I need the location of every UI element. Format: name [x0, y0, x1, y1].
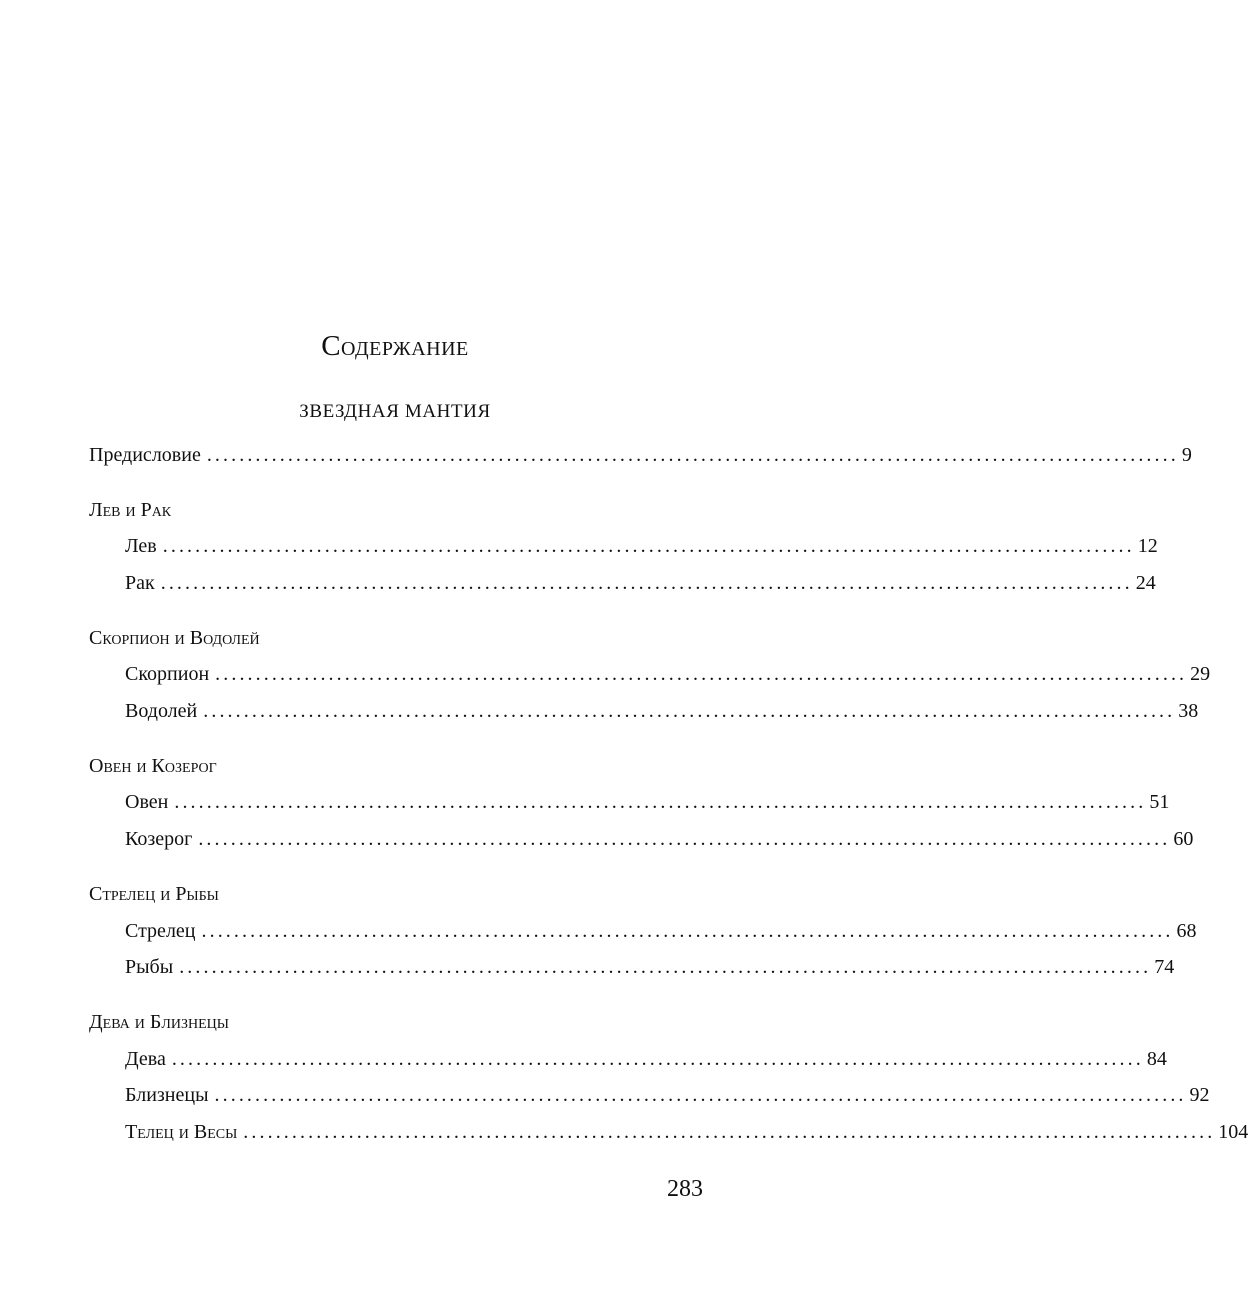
leader-dots: ........................................................................................................................ — [215, 663, 1188, 685]
toc-entry-label: Дева — [125, 1048, 166, 1070]
toc-entry — [125, 827, 1194, 851]
group-heading: Дева и Близнецы — [89, 1011, 229, 1033]
toc-entry-label: Рыбы — [125, 956, 174, 978]
leader-dots: ........................................................................................................................ — [198, 828, 1171, 850]
toc-entry-label: Козерог — [125, 828, 193, 850]
toc-entry-page: 24 — [1135, 572, 1156, 594]
leader-dots: ........................................................................................................................ — [214, 1084, 1187, 1106]
toc-entry-label: Скорпион — [125, 663, 210, 685]
group-heading: Лев и Рак — [89, 499, 172, 521]
toc-entry-page: 74 — [1154, 956, 1175, 978]
toc-entry — [125, 1083, 1210, 1107]
toc-entry — [125, 790, 1170, 814]
leader-dots: ........................................................................................................................ — [174, 791, 1147, 813]
toc-entry-preface — [89, 443, 1192, 467]
leader-dots: ........................................................................................................................ — [201, 920, 1174, 942]
toc-entry-page: 29 — [1190, 663, 1211, 685]
toc-entry — [125, 534, 1158, 558]
group-heading: Овен и Козерог — [89, 755, 217, 777]
section-title: ЗВЕЗДНАЯ МАНТИЯ — [299, 401, 491, 422]
group-heading: Стрелец и Рыбы — [89, 883, 219, 905]
toc-entry-page: 60 — [1173, 828, 1194, 850]
toc-entry-label: Телец и Весы — [125, 1121, 238, 1143]
toc-entry-page: 92 — [1189, 1084, 1210, 1106]
toc-entry — [125, 699, 1199, 723]
leader-dots: ........................................................................................................................ — [206, 444, 1179, 466]
leader-dots: ........................................................................................................................ — [203, 700, 1176, 722]
leader-dots: ........................................................................................................................ — [179, 956, 1152, 978]
toc-entry-page: 38 — [1178, 700, 1199, 722]
leader-dots: ........................................................................................................................ — [243, 1121, 1216, 1143]
toc-entry-page: 68 — [1176, 920, 1197, 942]
toc-entry — [125, 662, 1211, 686]
toc-entry — [125, 955, 1175, 979]
toc-entry-page: 9 — [1181, 444, 1192, 466]
toc-entry-page: 104 — [1218, 1121, 1248, 1143]
toc-entry-page: 51 — [1149, 791, 1170, 813]
toc-entry-label: Лев — [125, 535, 157, 557]
toc-entry-label: Близнецы — [125, 1084, 209, 1106]
toc-entry — [125, 919, 1197, 943]
leader-dots: ........................................................................................................................ — [171, 1048, 1144, 1070]
leader-dots: ........................................................................................................................ — [160, 572, 1133, 594]
toc-entry-label: Рак — [125, 572, 155, 594]
group-heading: Скорпион и Водолей — [89, 627, 260, 649]
page-title: Содержание — [321, 330, 469, 362]
toc-entry-label: Овен — [125, 791, 169, 813]
toc-entry — [125, 1120, 1248, 1144]
leader-dots: ........................................................................................................................ — [162, 535, 1135, 557]
toc-entry-label: Водолей — [125, 700, 198, 722]
toc-entry-label: Стрелец — [125, 920, 196, 942]
toc-entry-label: Предисловие — [89, 444, 201, 466]
toc-entry — [125, 1047, 1167, 1071]
toc-entry-page: 84 — [1146, 1048, 1167, 1070]
toc-entry-page: 12 — [1137, 535, 1158, 557]
page-number: 283 — [667, 1176, 703, 1202]
toc-entry — [125, 571, 1156, 595]
